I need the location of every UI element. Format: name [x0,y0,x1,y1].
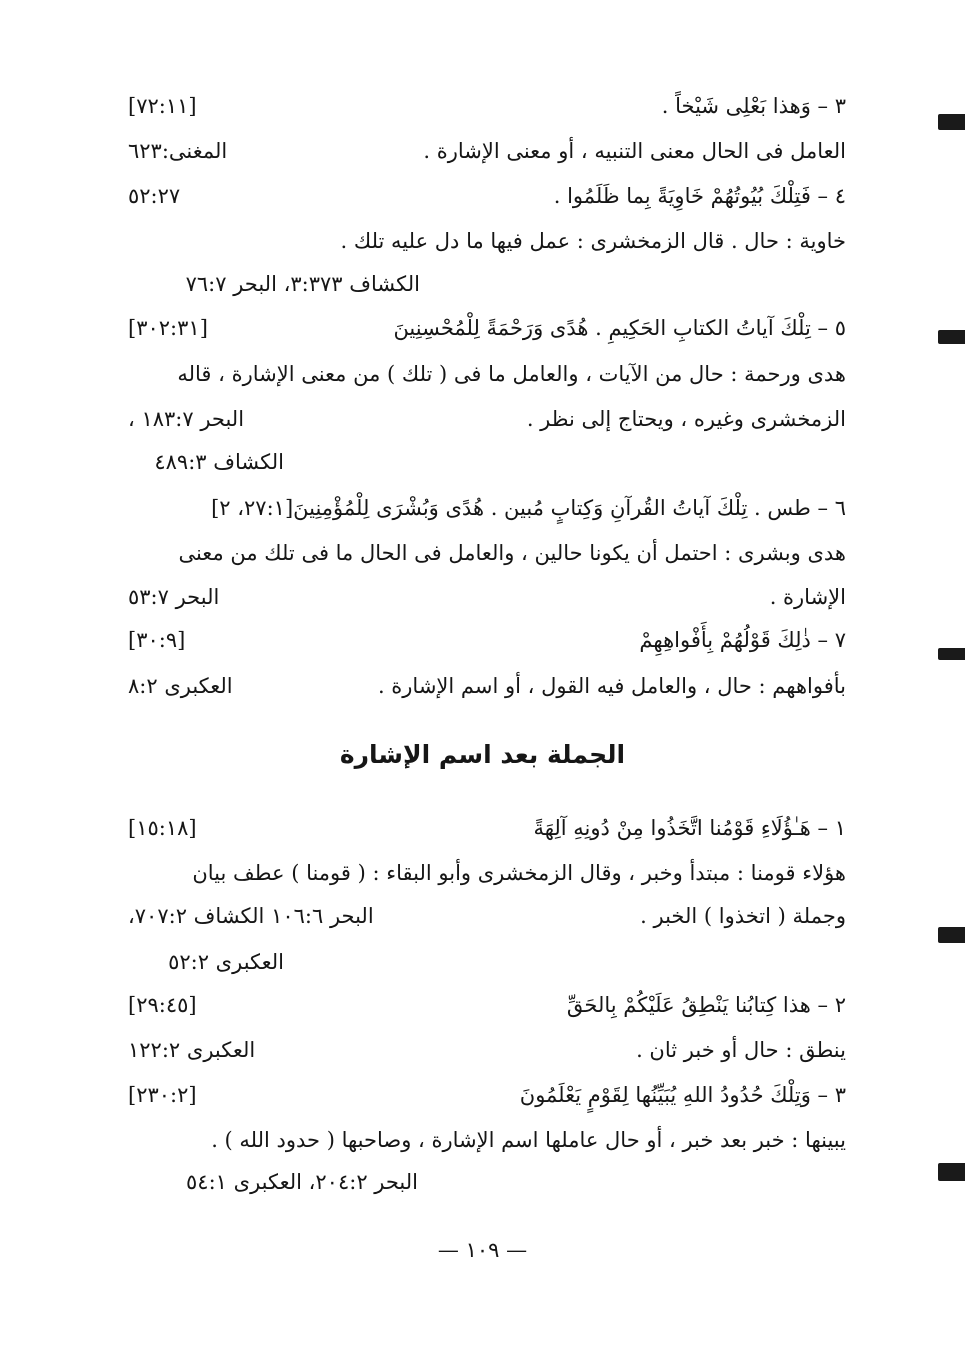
text-line [128,808,846,848]
scan-mark [938,330,965,344]
quran-verse: ٢ – هذا كِتابُنا يَنْطِقُ عَلَيْكُمْ بِالحَقِّ [566,993,846,1017]
commentary-text: وجملة ( اتخذوا ) الخبر . [640,904,846,928]
text-line [128,620,846,660]
quran-verse: ٣ – وَتِلْكَ حُدُودُ اللهِ يُبَيِّنُها لِقَوْمٍ يَعْلَمُونَ [519,1083,846,1107]
quran-verse: ٤ – فَتِلْكَ بُيُوتُهُمْ خَاوِيَةً بِما ظَلَمُوا . [553,184,846,208]
source-reference: العكبرى ١٢٢:٢ [128,1038,256,1062]
text-line [128,354,846,394]
text-line [128,1030,846,1070]
text-line [128,1120,846,1160]
text-line [128,86,846,126]
commentary-text: هدى ورحمة : حال من الآيات ، والعامل ما فى ( تلك ) من معنى الإشارة ، قاله [177,362,846,386]
text-line [128,853,846,893]
source-reference: البحر ٥٣:٧ [128,585,220,609]
text-line [128,488,846,528]
verse-reference: [٢٩:٤٥] [128,993,197,1017]
text-line [128,1162,846,1202]
scan-mark [938,927,965,943]
text-line [128,666,846,706]
quran-verse: ٥ – تِلْكَ آياتُ الكتابِ الحَكِيمِ . هُدًى وَرَحْمَةً لِلْمُحْسِنِينَ [393,316,846,340]
commentary-text: هؤلاء قومنا : مبتدأ وخبر ، وقال الزمخشرى وأبو البقاء : ( قومنا ) عطف بيان [192,861,846,885]
commentary-text: خاوية : حال . قال الزمخشرى : عمل فيها ما دل عليه تلك . [340,229,846,253]
commentary-text: بأفواههم : حال ، والعامل فيه القول ، أو اسم الإشارة . [377,674,846,698]
source-reference: البحر ٢٠٤:٢، العكبرى ٥٤:١ [186,1170,418,1194]
text-line [128,577,846,617]
text-line [128,399,846,439]
page-number [0,1232,965,1268]
source-reference: العكبرى ٥٢:٢ [168,950,284,974]
verse-reference: [١٥:١٨] [128,816,197,840]
commentary-text: هدى وبشرى : احتمل أن يكونا حالين ، والعامل فى الحال ما فى تلك من معنى [178,541,846,565]
commentary-text: يبينها : خبر بعد خبر ، أو حال عاملها اسم الإشارة ، وصاحبها ( حدود الله ) . [211,1128,846,1152]
scan-mark [938,648,965,660]
page-number-text: — ١٠٩ — [437,1238,528,1262]
text-line [128,1075,846,1115]
source-reference: العكبرى ٨:٢ [128,674,233,698]
source-reference: الكشاف ٤٨٩:٣ [154,450,284,474]
quran-verse: ٦ – طس . تِلْكَ آياتُ القُرآنِ وَكِتابٍ مُبين . هُدًى وَبُشْرَى لِلْمُؤْمِنِينَ[٢٧:١، ٢] [211,496,846,520]
commentary-text: الإشارة . [769,585,846,609]
scan-mark [938,114,965,130]
quran-verse: ٧ – ذٰلِكَ قَوْلُهُمْ بِأَفْواهِهِمْ [639,628,846,652]
text-line [128,176,846,216]
text-line [128,442,846,482]
quran-verse: ٣ – وَهذا بَعْلِى شَيْخاً . [661,94,846,118]
verse-reference: [٣٠:٩] [128,628,186,652]
quran-verse: ١ – هَـٰؤُلَاءِ قَوْمُنا اتَّخَذُوا مِنْ دُونِهِ آلِهَةً [533,816,846,840]
verse-reference: [٧٢:١١] [128,94,197,118]
verse-reference: [٢٣٠:٢] [128,1083,197,1107]
text-line [128,131,846,171]
text-line [128,985,846,1025]
text-line [128,221,846,261]
text-line [128,942,846,982]
verse-reference: ٥٢:٢٧ [128,184,181,208]
commentary-text: ينطق : حال أو خبر ثان . [636,1038,846,1062]
commentary-text: الزمخشرى وغيره ، ويحتاج إلى نظر . [526,407,846,431]
verse-reference: [٣٠٢:٣١] [128,316,208,340]
commentary-text: العامل فى الحال معنى التنبيه ، أو معنى الإشارة . [423,139,846,163]
source-reference: البحر ١٠٦:٦ الكشاف ٧٠٧:٢، [128,904,374,928]
text-line [128,308,846,348]
source-reference: الكشاف ٣:٣٧٣، البحر ٧٦:٧ [185,272,420,296]
text-line [128,264,846,304]
source-reference: المغنى:٦٢٣ [128,139,228,163]
section-heading: الجملة بعد اسم الإشارة [339,740,626,769]
source-reference: البحر ١٨٣:٧ ، [128,407,245,431]
text-line [128,896,846,936]
scan-mark [938,1163,965,1181]
text-line [128,533,846,573]
